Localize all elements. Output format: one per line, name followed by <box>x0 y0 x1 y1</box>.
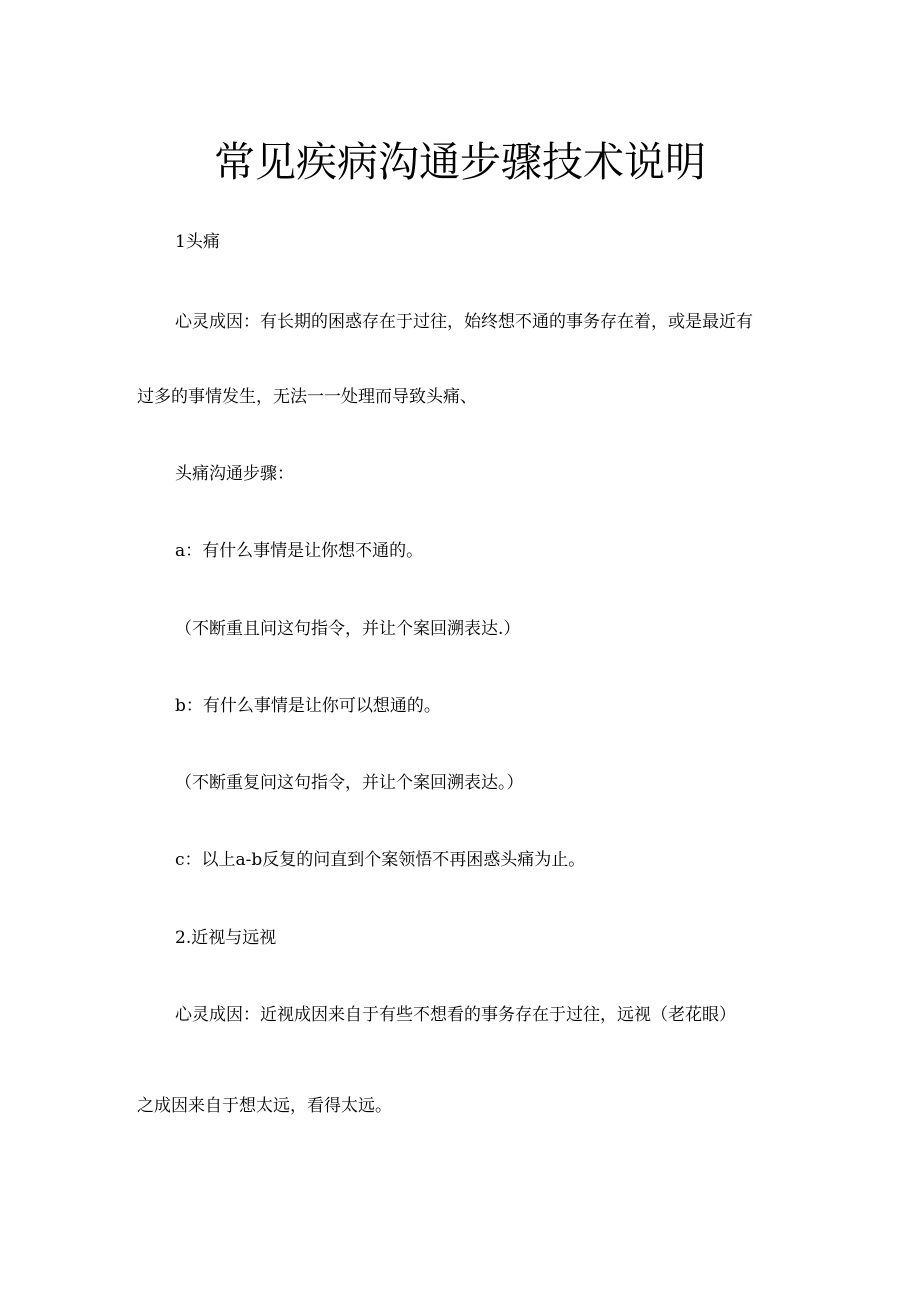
paragraph-line: 心灵成因：有长期的困惑存在于过往，始终想不通的事务存在着，或是最近有 <box>175 312 753 332</box>
step-a-note: （不断重且问这句指令，并让个案回溯表达.） <box>175 619 521 639</box>
paragraph-line: 过多的事情发生，无法一一处理而导致头痛、 <box>137 387 477 407</box>
section-heading-vision: 2.近视与远视 <box>175 928 277 948</box>
paragraph-line: 心灵成因：近视成因来自于有些不想看的事务存在于过往，远视（老花眼） <box>175 1005 736 1025</box>
step-b: b：有什么事情是让你可以想通的。 <box>175 696 441 716</box>
step-c: c：以上a-b反复的问直到个案领悟不再困惑头痛为止。 <box>175 850 586 870</box>
paragraph-line: 之成因来自于想太远，看得太远。 <box>137 1096 392 1116</box>
document-title: 常见疾病沟通步骤技术说明 <box>214 138 706 186</box>
step-a: a：有什么事情是让你想不通的。 <box>175 541 424 561</box>
step-b-note: （不断重复问这句指令，并让个案回溯表达。） <box>175 773 524 793</box>
section-heading-headache: 1头痛 <box>175 232 220 252</box>
subheading-steps: 头痛沟通步骤： <box>175 464 294 484</box>
